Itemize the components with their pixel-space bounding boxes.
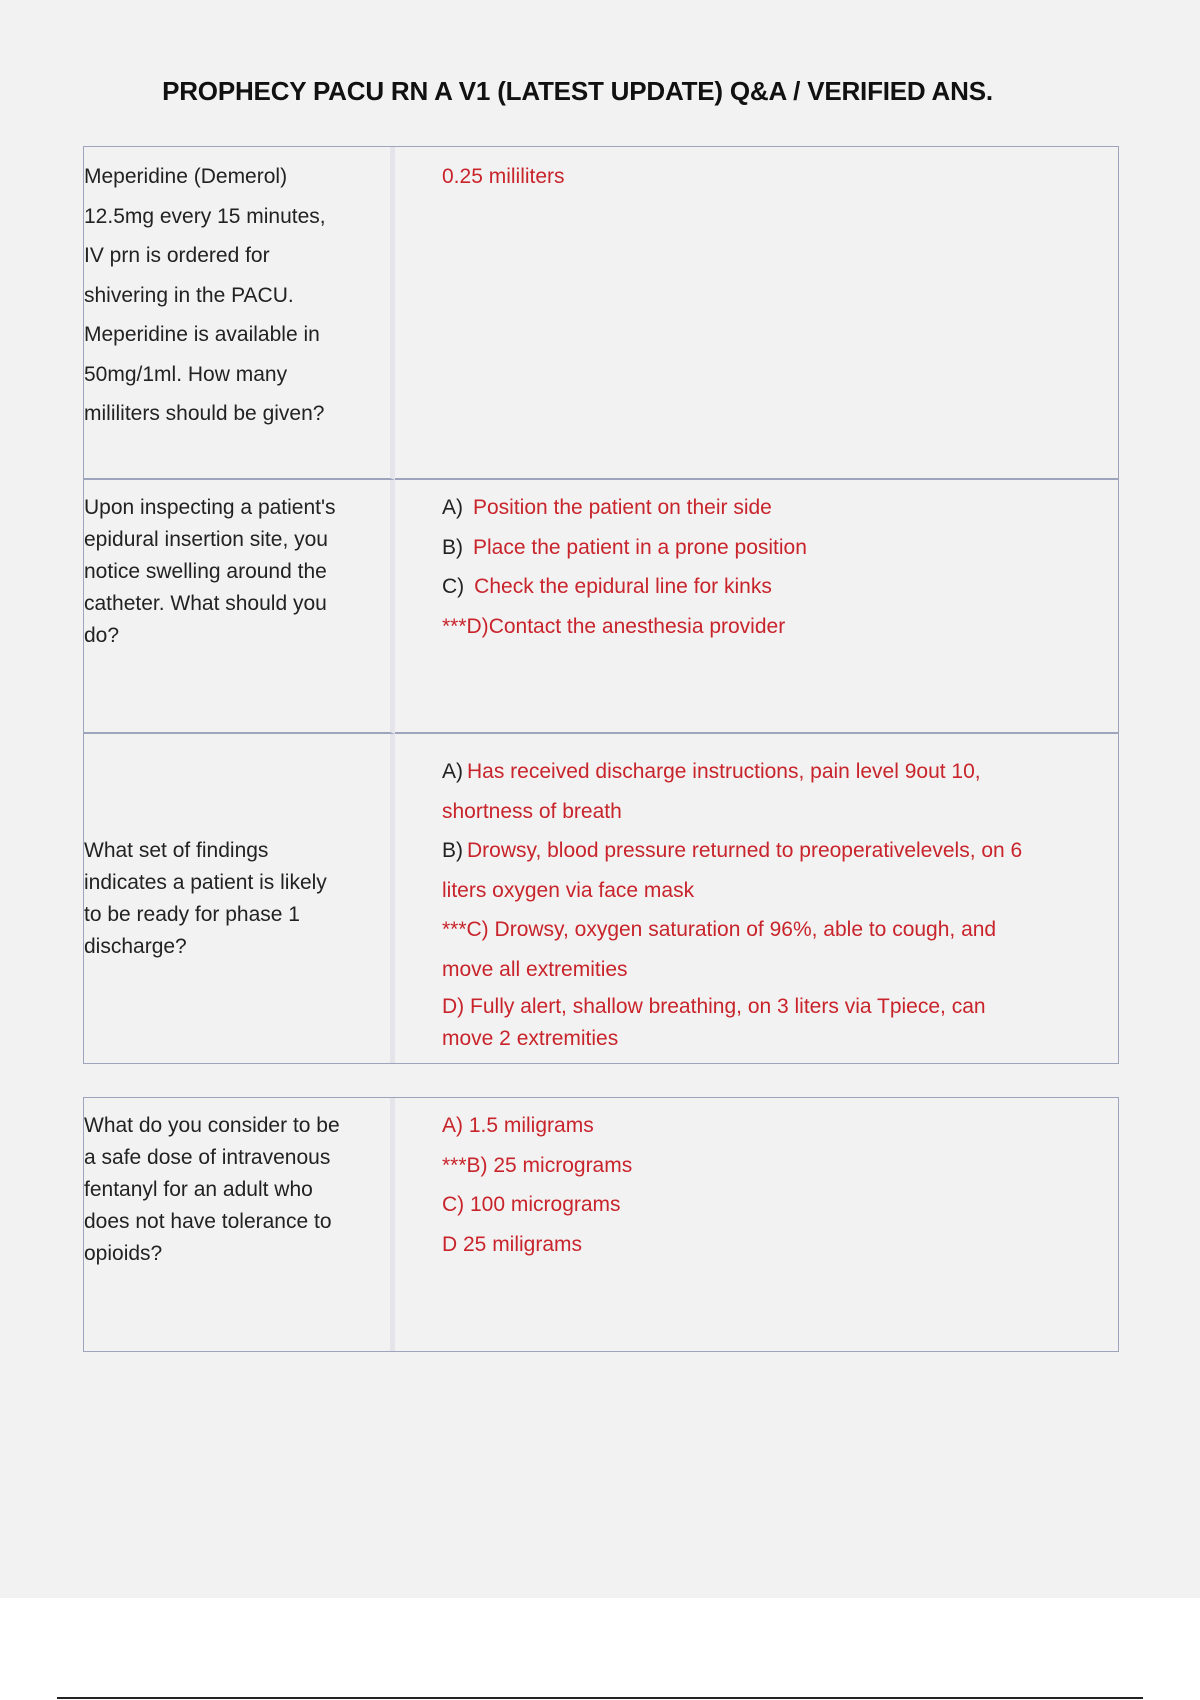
question-cell-2 <box>84 480 395 734</box>
question-cell-3 <box>84 734 395 1063</box>
answer-cell-4 <box>395 1098 1118 1351</box>
question-1-line: 12.5mg every 15 minutes, <box>84 204 326 228</box>
option-c <box>442 567 1118 607</box>
answer-cell-1 <box>395 147 1118 480</box>
qa-table-2 <box>83 1097 1119 1352</box>
answer-cell-3 <box>395 734 1118 1063</box>
option-b <box>442 528 1118 568</box>
question-3-line: indicates a patient is likely <box>84 870 327 894</box>
option-b-cont: liters oxygen via face mask <box>442 878 695 902</box>
option-text: Fully alert, shallow breathing, on 3 liters via Tpiece, can <box>470 995 986 1018</box>
question-1-line: 50mg/1ml. How many <box>84 362 288 386</box>
option-d-cont: move 2 extremities <box>442 1027 619 1050</box>
option-text: Position the patient on their side <box>473 496 772 519</box>
question-2-line: Upon inspecting a patient's <box>84 496 336 519</box>
option-key: B) <box>442 535 463 559</box>
question-1-line: IV prn is ordered for <box>84 244 270 267</box>
option-b <box>442 831 1118 871</box>
option-c: C) 100 micrograms <box>442 1193 621 1216</box>
qa-row-4 <box>84 1098 1118 1351</box>
option-key: C) <box>442 575 465 598</box>
document-title: PROPHECY PACU RN A V1 (LATEST UPDATE) Q&A / VERIFIED ANS. <box>162 76 993 106</box>
question-2-line: notice swelling around the <box>84 560 327 583</box>
question-cell-4 <box>84 1098 395 1351</box>
option-key: A) <box>442 760 463 783</box>
question-4-line: opioids? <box>84 1242 163 1265</box>
option-a-cont: shortness of breath <box>442 799 622 823</box>
question-2-line: catheter. What should you <box>84 592 327 615</box>
option-key: ***C) <box>442 918 489 941</box>
footer-rule <box>57 1697 1143 1699</box>
option-key: ***D) <box>442 614 489 638</box>
option-key: D) <box>442 995 465 1018</box>
question-1-line: Meperidine (Demerol) <box>84 165 288 188</box>
question-3-line: discharge? <box>84 934 187 958</box>
qa-table-1 <box>83 146 1119 1064</box>
question-1-line: Meperidine is available in <box>84 323 320 346</box>
qa-row-2 <box>84 480 1118 734</box>
option-text: Drowsy, oxygen saturation of 96%, able to cough, and <box>494 918 997 941</box>
option-a <box>442 752 1118 792</box>
option-key: *** <box>442 1153 467 1177</box>
question-4-line: fentanyl for an adult who <box>84 1178 313 1201</box>
question-1-line: shivering in the PACU. <box>84 283 294 307</box>
option-text: B) 25 micrograms <box>466 1153 633 1177</box>
answer-1-text: 0.25 mililiters <box>442 165 565 188</box>
question-4-line: does not have tolerance to <box>84 1210 332 1233</box>
question-cell-1 <box>84 147 395 480</box>
option-key: A) <box>442 496 463 519</box>
option-b-correct <box>442 1146 1118 1186</box>
option-key: B) <box>442 839 463 862</box>
question-2-line: epidural insertion site, you <box>84 528 328 551</box>
question-1-line: mililiters should be given? <box>84 402 325 425</box>
qa-row-1 <box>84 147 1118 480</box>
option-text: Drowsy, blood pressure returned to preoperativelevels, on 6 <box>467 839 1023 862</box>
option-c-cont: move all extremities <box>442 957 628 981</box>
answer-cell-2 <box>395 480 1118 734</box>
question-2-line: do? <box>84 624 120 647</box>
question-4-line: a safe dose of intravenous <box>84 1146 331 1169</box>
question-3-line: What set of findings <box>84 838 269 862</box>
option-d: D 25 miligrams <box>442 1232 583 1256</box>
option-a <box>442 488 1118 528</box>
qa-row-3 <box>84 734 1118 1063</box>
question-3-line: to be ready for phase 1 <box>84 902 300 926</box>
option-text: Place the patient in a prone position <box>473 535 807 559</box>
option-d <box>442 989 1118 1025</box>
option-text: Contact the anesthesia provider <box>488 614 786 638</box>
question-4-line: What do you consider to be <box>84 1114 340 1137</box>
option-text: Check the epidural line for kinks <box>474 575 772 598</box>
option-d-correct <box>442 607 1118 647</box>
option-c-correct <box>442 910 1118 950</box>
option-text: Has received discharge instructions, pain level 9out 10, <box>467 760 981 783</box>
option-a: A) 1.5 miligrams <box>442 1114 594 1137</box>
